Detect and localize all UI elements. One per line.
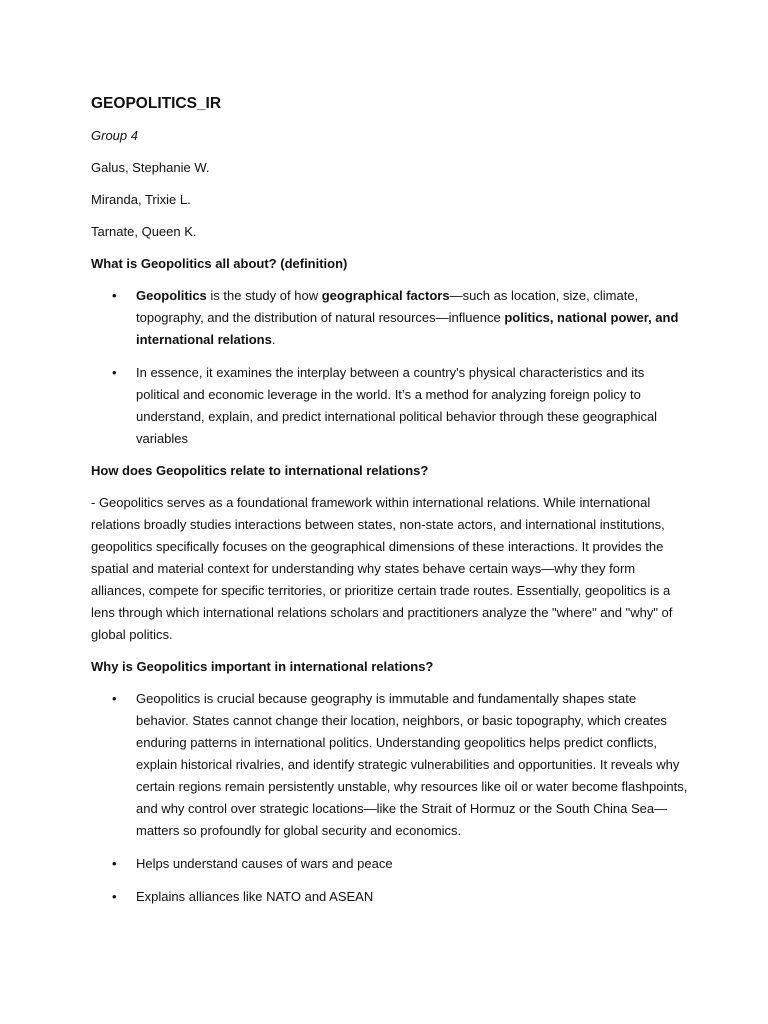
section-heading-importance: Why is Geopolitics important in international relations? — [91, 659, 434, 674]
document-title: GEOPOLITICS_IR — [91, 95, 222, 112]
list-item — [91, 362, 691, 450]
list-item-text: Geopolitics is crucial because geography is immutable and fundamentally shapes state behavior. States cannot change their location, neighbors, or basic topography, which creates enduring patterns in international politics. Understanding geopolitics helps predict conflicts, explain historical rivalries, and identify strategic vulnerabilities and opportunities. It reveals why certain regions remain persistently unstable, why resources like oil or water become flashpoints, and why control over strategic locations—like the Strait of Hormuz or the South China Sea—matters so profoundly for global security and economics. — [136, 691, 688, 838]
list-item-text: In essence, it examines the interplay between a country's physical characteristics and its political and economic leverage in the world. It’s a method for analyzing foreign policy to understand, explain, and predict international political behavior through these geographical variables — [136, 365, 658, 446]
list-item — [91, 853, 691, 875]
bullet-icon: • — [112, 365, 117, 380]
bullet-icon: • — [112, 889, 117, 904]
bullet-icon: • — [112, 288, 117, 303]
list-item — [91, 285, 691, 351]
group-label: Group 4 — [91, 128, 138, 143]
list-item-text: Explains alliances like NATO and ASEAN — [136, 889, 374, 904]
bullet-icon: • — [112, 691, 117, 706]
list-item-text: Geopolitics is the study of how geographical factors—such as location, size, climate, topography, and the distribution of natural resources—influence politics, national power, and international relations. — [136, 288, 679, 347]
bullet-icon: • — [112, 856, 117, 871]
importance-list — [91, 688, 691, 908]
member-name: Galus, Stephanie W. — [91, 160, 210, 175]
list-item — [91, 886, 691, 908]
section-body-relation: - Geopolitics serves as a foundational framework within international relations. While international relations broadly studies interactions between states, non-state actors, and international institutions, geopolitics specifically focuses on the geographical dimensions of these interactions. It provides the spatial and material context for understanding why states behave certain ways—why they form alliances, compete for specific territories, or prioritize certain trade routes. Essentially, geopolitics is a lens through which international relations scholars and practitioners analyze the "where" and "why" of global politics. — [91, 495, 673, 642]
definition-list — [91, 285, 691, 450]
member-name: Tarnate, Queen K. — [91, 224, 197, 239]
section-heading-relation: How does Geopolitics relate to international relations? — [91, 463, 429, 478]
list-item — [91, 688, 691, 842]
list-item-text: Helps understand causes of wars and peace — [136, 856, 393, 871]
document-page — [91, 93, 691, 918]
member-name: Miranda, Trixie L. — [91, 192, 191, 207]
section-heading-definition: What is Geopolitics all about? (definition) — [91, 256, 348, 271]
